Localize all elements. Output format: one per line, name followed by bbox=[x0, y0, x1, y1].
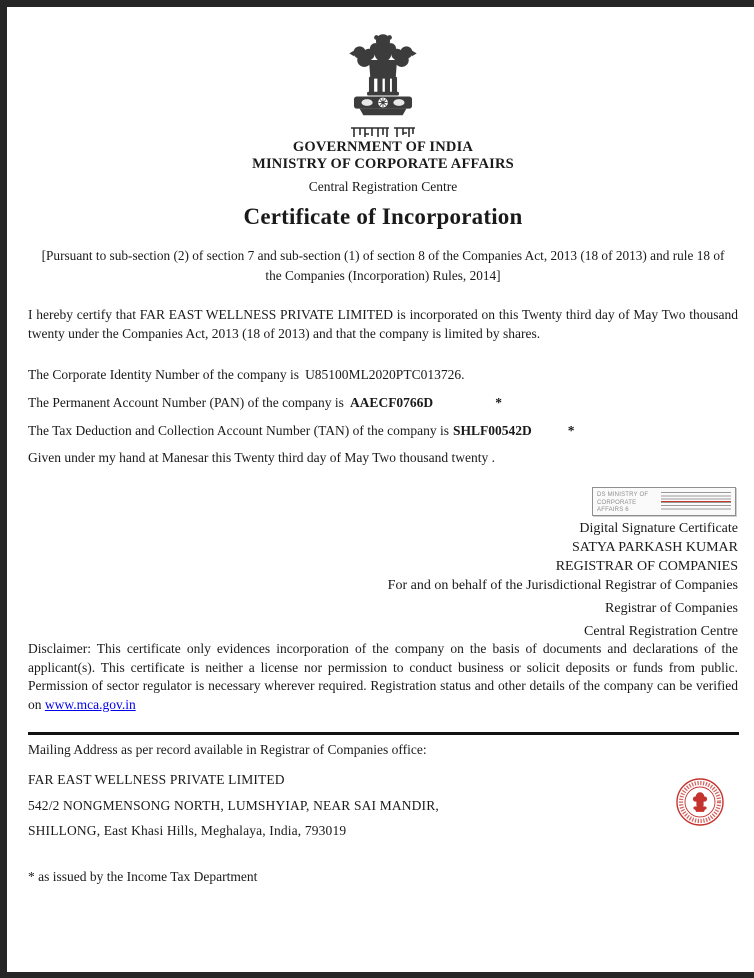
registrar-of-companies-line: Registrar of Companies bbox=[605, 601, 738, 616]
signature-block bbox=[28, 519, 738, 641]
pan-footnote-marker: * bbox=[495, 395, 502, 410]
lion-capital-emblem-icon bbox=[331, 30, 435, 118]
document-header bbox=[28, 139, 738, 230]
cin-line bbox=[28, 366, 738, 383]
cin-value: U85100ML2020PTC013726. bbox=[305, 367, 465, 382]
dsc-caption: Digital Signature Certificate bbox=[579, 521, 738, 536]
page-edge-top bbox=[0, 0, 754, 7]
pursuant-clause: [Pursuant to sub-section (2) of section 7 and sub-section (1) of section 8 of the Companies Act, 2013 (18 of 2013) and rule 18 of the Companies (Incorporation) Rules, 2014] bbox=[41, 248, 725, 283]
registrar-name: SATYA PARKASH KUMAR bbox=[572, 540, 738, 555]
tan-value: SHLF00542D bbox=[453, 423, 532, 438]
ministry-heading: MINISTRY OF CORPORATE AFFAIRS bbox=[252, 156, 514, 172]
on-behalf-line: For and on behalf of the Jurisdictional Registrar of Companies bbox=[387, 578, 738, 593]
company-name: FAR EAST WELLNESS PRIVATE LIMITED bbox=[28, 772, 285, 787]
page-edge-bottom bbox=[0, 972, 754, 978]
government-of-india-heading: GOVERNMENT OF INDIA bbox=[292, 139, 474, 155]
tan-label: The Tax Deduction and Collection Account Number (TAN) of the company is bbox=[28, 423, 449, 438]
crc-line: Central Registration Centre bbox=[584, 624, 738, 639]
section-divider-rule bbox=[28, 732, 739, 735]
digital-signature-stamp bbox=[592, 487, 736, 516]
page-edge-left bbox=[0, 0, 7, 978]
certification-paragraph: I hereby certify that FAR EAST WELLNESS PRIVATE LIMITED is incorporated on this Twenty third day of May Two thousand twenty under the Companies Act, 2013 (18 of 2013) and that the company is limited by shares. bbox=[28, 307, 738, 341]
pan-label: The Permanent Account Number (PAN) of the company is bbox=[28, 395, 344, 410]
tan-line bbox=[28, 422, 738, 439]
dsc-stamp-fine-print bbox=[661, 492, 731, 511]
mca-website-link[interactable]: www.mca.gov.in bbox=[44, 696, 136, 712]
dsc-stamp-label: DS MINISTRY OF CORPORATE AFFAIRS 6 bbox=[597, 492, 649, 513]
income-tax-footnote: * as issued by the Income Tax Department bbox=[28, 869, 258, 884]
pan-line bbox=[28, 394, 738, 411]
address-line-2: SHILLONG, East Khasi Hills, Meghalaya, India, 793019 bbox=[28, 823, 347, 838]
address-line-1: 542/2 NONGMENSONG NORTH, LUMSHYIAP, NEAR SAI MANDIR, bbox=[28, 797, 439, 813]
given-under-hand-line: Given under my hand at Manesar this Twenty third day of May Two thousand twenty . bbox=[28, 450, 496, 465]
tan-footnote-marker: * bbox=[567, 423, 575, 438]
central-registration-centre-heading: Central Registration Centre bbox=[308, 179, 458, 194]
mailing-address-block bbox=[28, 767, 738, 844]
mailing-address-heading: Mailing Address as per record available in Registrar of Companies office: bbox=[28, 742, 427, 757]
roc-seal-icon bbox=[675, 777, 725, 827]
disclaimer-text: Disclaimer: This certificate only evidences incorporation of the company on the basis of documents and declarations of the applicant(s). This certificate is neither a license nor permission to conduct business or solicit deposits or funds from public. Permission of sector regulator is necessary wherever required. Registration status and other details of the company can be verified on bbox=[28, 641, 738, 712]
roc-red-seal bbox=[675, 777, 725, 827]
registrar-designation: REGISTRAR OF COMPANIES bbox=[555, 559, 738, 574]
devanagari-motto-glyphs bbox=[350, 126, 416, 139]
certificate-title: Certificate of Incorporation bbox=[243, 204, 523, 229]
disclaimer-paragraph bbox=[28, 640, 738, 714]
pan-value: AAECF0766D bbox=[349, 395, 434, 410]
national-emblem-block bbox=[28, 30, 738, 144]
cin-label: The Corporate Identity Number of the company is bbox=[28, 367, 300, 382]
